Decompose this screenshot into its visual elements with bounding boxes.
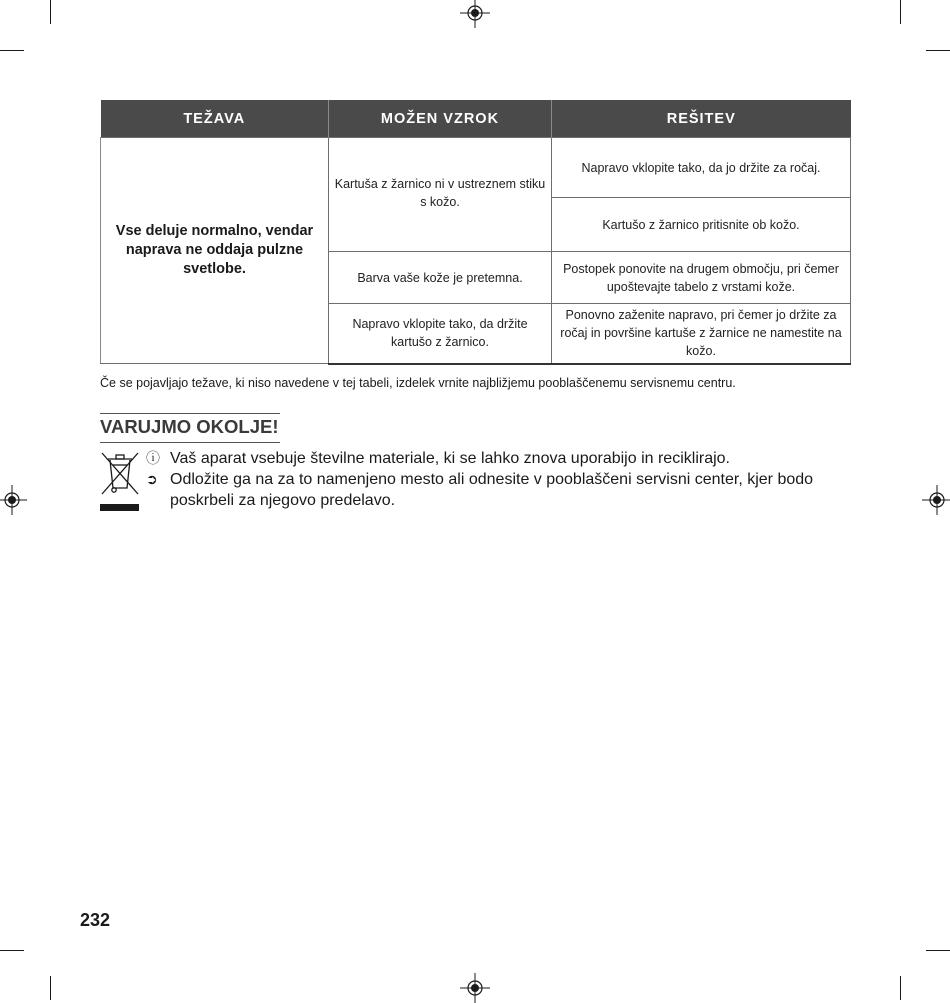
solution-cell: Napravo vklopite tako, da jo držite za ročaj. <box>552 138 851 198</box>
troubleshooting-table <box>100 100 851 365</box>
solution-cell: Kartušo z žarnico pritisnite ob kožo. <box>552 198 851 252</box>
list-item <box>146 448 846 469</box>
header-problem: TEŽAVA <box>101 100 329 138</box>
registration-mark-icon <box>460 0 490 28</box>
registration-mark-icon <box>922 485 950 515</box>
info-icon: ⓘ <box>146 450 160 466</box>
list-item <box>146 469 846 511</box>
arrow-icon: ➲ <box>146 471 158 487</box>
problem-cell: Vse deluje normalno, vendar naprava ne oddaja pulzne svetlobe. <box>101 138 329 364</box>
list-item-text: Odložite ga na za to namenjeno mesto ali odnesite v pooblaščeni servisni center, kjer bodo poskrbeli za njegovo predelavo. <box>170 471 814 509</box>
section-title: VARUJMO OKOLJE! <box>100 413 280 443</box>
crossed-out-wheelie-bin-icon <box>99 450 141 512</box>
registration-mark-icon <box>0 485 27 515</box>
cause-cell: Kartuša z žarnico ni v ustreznem stiku s kožo. <box>329 138 552 252</box>
environment-list <box>146 448 846 511</box>
registration-mark-icon <box>460 973 490 1003</box>
table-footnote: Če se pojavljajo težave, ki niso navedene v tej tabeli, izdelek vrnite najbližjemu pooblaščenemu servisnemu centru. <box>100 376 736 390</box>
list-item-text: Vaš aparat vsebuje številne materiale, ki se lahko znova uporabijo in reciklirajo. <box>170 450 730 467</box>
table-header-row <box>101 100 851 138</box>
solution-cell: Postopek ponovite na drugem območju, pri čemer upoštevajte tabelo z vrstami kože. <box>552 252 851 304</box>
page-number: 232 <box>80 910 111 930</box>
cause-cell: Napravo vklopite tako, da držite kartušo z žarnico. <box>329 304 552 364</box>
cause-cell: Barva vaše kože je pretemna. <box>329 252 552 304</box>
solution-cell: Ponovno zaženite napravo, pri čemer jo držite za ročaj in površine kartuše z žarnice ne namestite na kožo. <box>552 304 851 364</box>
header-cause: MOŽEN VZROK <box>329 100 552 138</box>
header-solution: REŠITEV <box>552 100 851 138</box>
table-row <box>101 138 851 198</box>
